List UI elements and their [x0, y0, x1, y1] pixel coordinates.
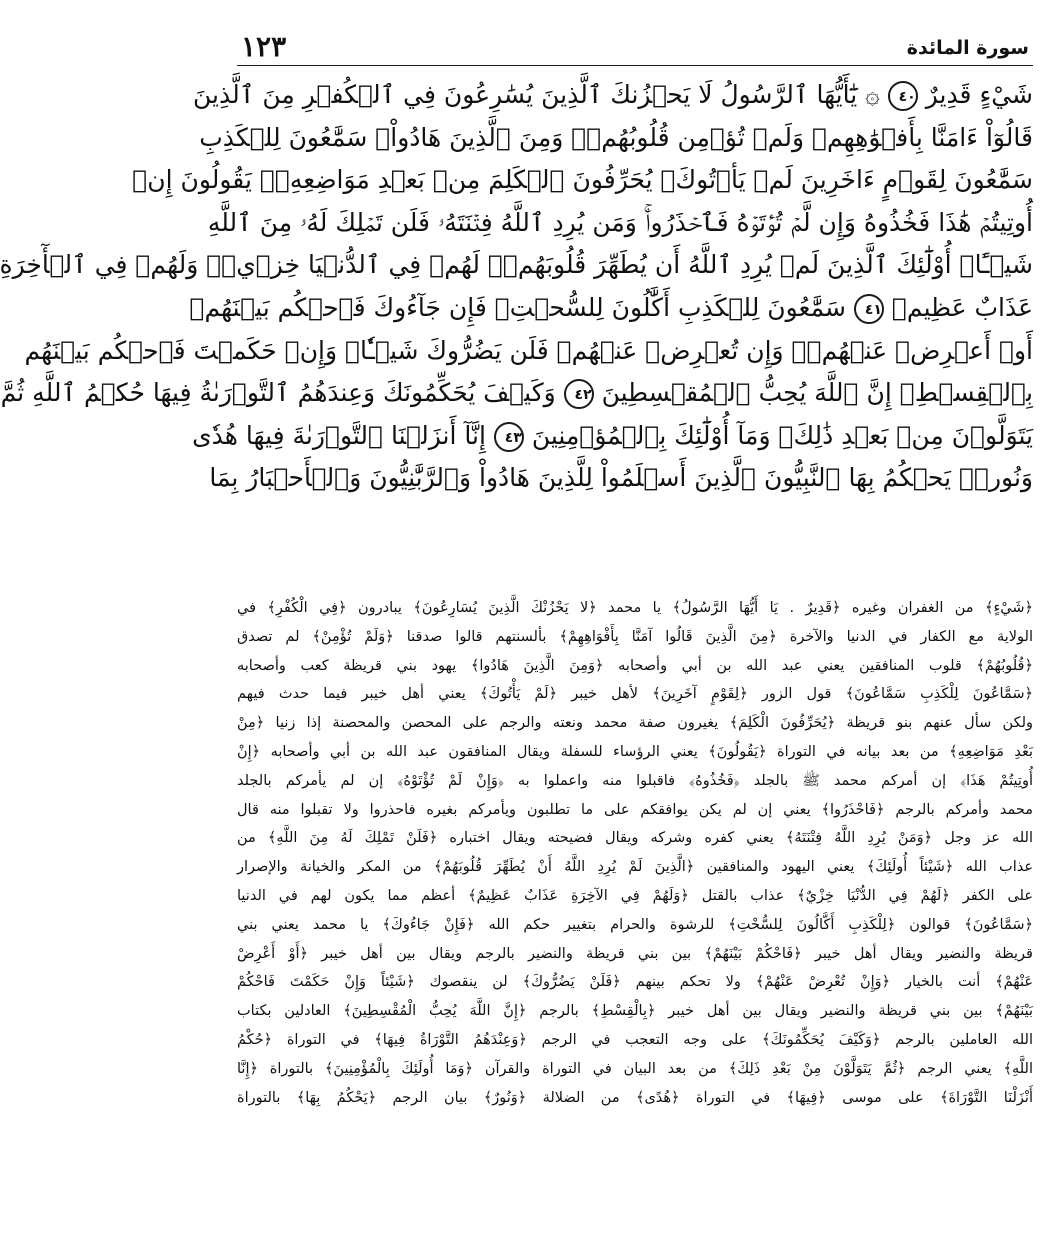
tafsir-line: ﴿سَمَّاعُونَ﴾ قوالون ﴿لِلْكَذِبِ أَكَّالُونَ لِلسُّحْتِ﴾ للرشوة والحرام بتغيير حكم الله ﴿فَإِنْ جَاءُوكَ﴾ يا محمد يعني بني — [237, 916, 1033, 933]
quran-line — [209, 457, 1033, 500]
tafsir-line: عَنْهُمْ﴾ أنت بالخيار ﴿وَإِنْ تُعْرِضْ عَنْهُمْ﴾ ولا تحكم بينهم ﴿فَلَنْ يَضُرُّوكَ﴾ لن ينقصوك ﴿شَيْئاً وَإِنْ حَكَمْتَ فَاحْكُمْ — [237, 974, 1033, 991]
page-number: ١٢٣ — [241, 30, 287, 63]
ayah-number-marker: ٤٢ — [564, 379, 594, 409]
verse-text: سَمَّٰعُونَ لِقَوۡمٍ ءَاخَرِينَ لَمۡ يَأۡتُوكَۖ يُحَرِّفُونَ ٱلۡكَلِمَ مِنۢ بَعۡدِ مَوَاضِعِهِۦۖ يَقُولُونَ إِنۡ — [132, 165, 1033, 195]
tafsir-line: الولاية مع الكفار في الدنيا والآخرة ﴿مِنَ الَّذِينَ قَالُوا آمَنَّا بِأَفْوَاهِهِمْ﴾ بألسنتهم قالوا صدقنا ﴿وَلَمْ تُؤْمِنْ﴾ لم تصدق — [237, 628, 1033, 645]
tafsir-line: بَيْنَهُمْ﴾ بين بني قريظة والنضير ويقال بين أهل خيبر ﴿بِالْقِسْطِ﴾ بالرجم ﴿إِنَّ اللَّهَ يُحِبُّ الْمُقْسِطِينَ﴾ العادلين بكتاب — [237, 1003, 1033, 1020]
tafsir-line: الله عز وجل ﴿وَمَنْ يُرِدِ اللَّهُ فِتْنَتَهُ﴾ يعني كفره وشركه ويقال فضيحته ويقال اختباره ﴿فَلَنْ تَمْلِكَ لَهُ مِنَ اللَّهِ﴾ من — [237, 830, 1033, 847]
page-header — [237, 22, 1033, 66]
verse-text: سَمَّٰعُونَ لِلۡكَذِبِ أَكَّٰلُونَ لِلسُّحۡتِۚ فَإِن جَآءُوكَ فَٱحۡكُم بَيۡنَهُمۡ — [189, 292, 847, 322]
tafsir-line: عذاب الله ﴿شَيْئاً أُولَئِكَ﴾ يعني اليهود والمنافقين ﴿الَّذِينَ لَمْ يُرِدِ اللَّهُ أَنْ يُطَهِّرَ قُلُوبَهُمْ﴾ من المكر والخيانة والإصرار — [237, 859, 1033, 876]
verse-text: وَنُورٞۚ يَحۡكُمُ بِهَا ٱلنَّبِيُّونَ ٱلَّذِينَ أَسۡلَمُواْ لِلَّذِينَ هَادُواْ وَٱلرَّبَّٰنِيُّونَ وَٱلۡأَحۡبَارُ بِمَا — [209, 463, 1033, 493]
quran-line — [132, 159, 1033, 202]
verse-text: أَوۡ أَعۡرِضۡ عَنۡهُمۡۖ وَإِن تُعۡرِضۡ عَنۡهُمۡ فَلَن يَضُرُّوكَ شَيۡـٔٗاۖ وَإِنۡ حَكَمۡتَ فَٱحۡكُم بَيۡنَهُم — [24, 335, 1033, 365]
tafsir-line: محمد وأمركم بالرجم ﴿فَاحْذَرُوا﴾ يعني إن لم يكن يوافقكم على ما تطلبون ويأمركم بغيره فاحذروا ولا تقبلوا منه قال — [237, 801, 1033, 818]
tafsir-line: على الكفر ﴿لَهُمْ فِي الدُّنْيَا خِزْيٌ﴾ عذاب بالقتل ﴿وَلَهُمْ فِي الآخِرَةِ عَذَابٌ عَظِيمٌ﴾ أعظم مما يكون لهم في الدنيا — [237, 887, 1033, 904]
tafsir-line: أُوتِيتُمْ هَذَا﴾ إن أمركم محمد ﷺ بالجلد ﴿فَخُذُوهُ﴾ فاقبلوا منه واعملوا به ﴿وَإِنْ لَمْ تُؤْتَوْهُ﴾ إن لم يأمركم بالجلد — [237, 772, 1033, 789]
verse-text: عَذَابٌ عَظِيمٞ — [891, 292, 1033, 322]
quran-line — [199, 117, 1033, 160]
quran-line — [0, 244, 1033, 287]
tafsir-line: أَنْزَلْنَا التَّوْرَاةَ﴾ على موسى ﴿فِيهَا﴾ في التوراة ﴿هُدًى﴾ من الضلالة ﴿وَنُورٌ﴾ بيان الرجم ﴿يَحْكُمُ بِهَا﴾ بالتوراة — [237, 1089, 1033, 1106]
verse-text: شَيۡـًٔاۚ أُوْلَٰٓئِكَ ٱلَّذِينَ لَمۡ يُرِدِ ٱللَّهُ أَن يُطَهِّرَ قُلُوبَهُمۡۚ لَهُمۡ فِي ٱلدُّنۡيَا خِزۡيٞۖ وَلَهُمۡ فِي ٱلۡأٓخِرَةِ — [0, 250, 1033, 280]
tafsir-line: ولكن سأل عنهم بنو قريظة ﴿يُحَرِّفُونَ الْكَلِمَ﴾ يغيرون صفة محمد ونعته والرجم على المحصن والمحصنة إذا زنيا ﴿مِنْ — [237, 715, 1033, 732]
quran-line — [192, 415, 1033, 458]
tafsir-text-block — [237, 594, 1033, 1112]
tafsir-line: ﴿شَيْءٍ﴾ من الغفران وغيره ﴿قَدِيرٌ . يَا أَيُّهَا الرَّسُولُ﴾ يا محمد ﴿لا يَحْزُنْكَ الَّذِينَ يُسَارِعُونَ﴾ يبادرون ﴿فِي الْكُفْرِ﴾ في — [237, 600, 1033, 616]
tafsir-line: بَعْدِ مَوَاضِعِهِ﴾ من بعد بيانه في التوراة ﴿يَقُولُونَ﴾ يعني الرؤساء للسفلة ويقال المنافقون عبد الله بن أبي وأصحابه ﴿إِنْ — [237, 743, 1033, 760]
verse-text: إِنَّآ أَنزَلۡنَا ٱلتَّوۡرَىٰةَ فِيهَا هُدٗى — [192, 420, 486, 450]
ayah-number-marker: ٤٣ — [494, 422, 524, 452]
surah-title: سورة المائدة — [906, 37, 1029, 59]
ayah-number-marker: ٤٠ — [888, 81, 918, 111]
quran-line — [24, 330, 1033, 373]
verse-text: يَتَوَلَّوۡنَ مِنۢ بَعۡدِ ذَٰلِكَۚ وَمَآ أُوْلَٰٓئِكَ بِٱلۡمُؤۡمِنِينَ — [531, 420, 1033, 450]
quran-line — [193, 74, 1033, 117]
tafsir-line: اللَّهِ﴾ يعني الرجم ﴿ثُمَّ يَتَوَلَّوْنَ مِنْ بَعْدِ ذَلِكَ﴾ من بعد البيان في التوراة والقرآن ﴿وَمَا أُولَئِكَ بِالْمُؤْمِنِينَ﴾ بالتوراة ﴿إِنَّا — [237, 1060, 1033, 1077]
tafsir-line: ﴿قُلُوبُهُمْ﴾ قلوب المنافقين يعني عبد الله بن أبي وأصحابه ﴿وَمِنَ الَّذِينَ هَادُوا﴾ يهود بني قريظة كعب وأصحابه — [237, 657, 1033, 674]
verse-text: شَيْءٍ قَدِيرٌ — [925, 80, 1033, 109]
tafsir-line: الله العاملين بالرجم ﴿وَكَيْفَ يُحَكِّمُونَكَ﴾ على وجه التعجب في الرجم ﴿وَعِنْدَهُمُ التَّوْرَاةُ فِيهَا﴾ في التوراة ﴿حُكْمُ — [237, 1031, 1033, 1048]
verse-text: أُوتِيتُمۡ هَٰذَا فَخُذُوهُ وَإِن لَّمۡ تُؤۡتَوۡهُ فَٱحۡذَرُواْۚ وَمَن يُرِدِ ٱللَّهُ فِتۡنَتَهُۥ فَلَن تَمۡلِكَ لَهُۥ مِنَ ٱللَّهِ — [207, 207, 1033, 237]
quran-line — [0, 372, 1033, 415]
tafsir-line: ﴿سَمَّاعُونَ لِلْكَذِبِ سَمَّاعُونَ﴾ قول الزور ﴿لِقَوْمٍ آخَرِينَ﴾ لأهل خيبر ﴿لَمْ يَأْتُوكَ﴾ يعني أهل خيبر فيما حدث فيهم — [237, 686, 1033, 703]
ayah-number-marker: ٤١ — [854, 294, 884, 324]
book-page — [0, 22, 1033, 1222]
verse-text: وَكَيۡفَ يُحَكِّمُونَكَ وَعِندَهُمُ ٱلتَّوۡرَىٰةُ فِيهَا حُكۡمُ ٱللَّهِ ثُمَّ — [0, 378, 556, 408]
verse-text: بِٱلۡقِسۡطِۚ إِنَّ ٱللَّهَ يُحِبُّ ٱلۡمُقۡسِطِينَ — [601, 378, 1033, 408]
quran-text-block — [0, 74, 1033, 586]
tafsir-line: قريظة والنضير ويقال أهل خيبر ﴿فَاحْكُمْ بَيْنَهُمْ﴾ بين بني قريظة والنضير بالرجم ويقال بين أهل خيبر ﴿أَوْ أَعْرِضْ — [237, 945, 1033, 962]
quran-line — [207, 202, 1033, 245]
verse-text: ۞ يَٰٓأَيُّهَا ٱلرَّسُولُ لَا يَحۡزُنكَ ٱلَّذِينَ يُسَٰرِعُونَ فِي ٱلۡكُفۡرِ مِنَ ٱلَّذِينَ — [193, 80, 880, 109]
verse-text: قَالُوٓاْ ءَامَنَّا بِأَفۡوَٰهِهِمۡ وَلَمۡ تُؤۡمِن قُلُوبُهُمۡۛ وَمِنَ ٱلَّذِينَ هَادُواْۛ سَمَّٰعُونَ لِلۡكَذِبِ — [199, 122, 1033, 152]
quran-line — [189, 287, 1033, 330]
